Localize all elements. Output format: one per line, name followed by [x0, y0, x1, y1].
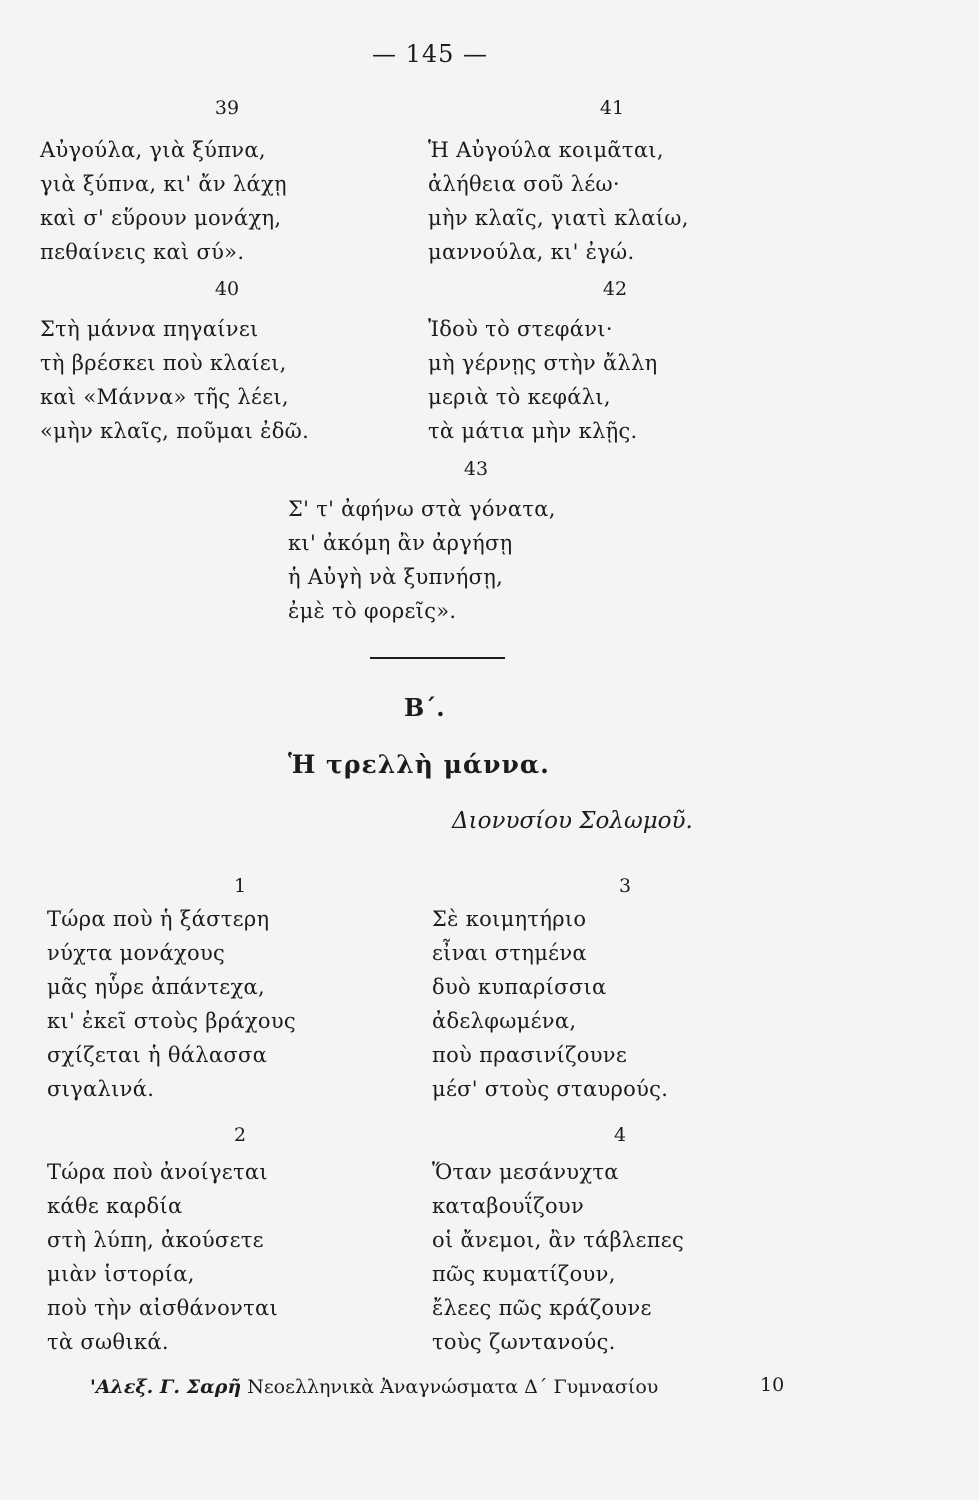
footer-author: 'Αλεξ. Γ. Σαρῆ — [90, 1376, 242, 1398]
verse-line: μεριὰ τὸ κεφάλι, — [428, 385, 611, 409]
verse-line: νύχτα μονάχους — [47, 941, 226, 965]
verse-line: Σὲ κοιμητήριο — [432, 907, 587, 931]
poem-title: Ἡ τρελλὴ μάννα. — [288, 750, 550, 779]
stanza — [432, 1155, 684, 1359]
verse-line: τὰ μάτια μὴν κλῇς. — [428, 419, 638, 443]
page-footer — [90, 1376, 658, 1398]
verse-line: μαννούλα, κι' ἐγώ. — [428, 240, 635, 264]
verse-line: τὰ σωθικά. — [47, 1330, 169, 1354]
stanza-number: 42 — [602, 278, 628, 300]
verse-line: Τώρα ποὺ ἡ ξάστερη — [47, 907, 270, 931]
verse-line: Αὐγούλα, γιὰ ξύπνα, — [40, 138, 266, 162]
poem-author: Διονυσίου Σολωμοῦ. — [452, 808, 693, 834]
page-number: — 145 — — [371, 40, 489, 68]
verse-line: στὴ λύπη, ἀκούσετε — [47, 1228, 264, 1252]
verse-line: ποὺ τὴν αἰσθάνονται — [47, 1296, 279, 1320]
verse-line: ἡ Αὐγὴ νὰ ξυπνήσῃ, — [288, 565, 504, 589]
stanza-number: 43 — [463, 458, 489, 480]
verse-line: οἱ ἄνεμοι, ἂν τάβλεπες — [432, 1228, 685, 1252]
verse-line: ποὺ πρασινίζουνε — [432, 1043, 628, 1067]
stanza-number: 39 — [214, 97, 240, 119]
verse-line: Ἡ Αὐγούλα κοιμᾶται, — [428, 138, 664, 162]
verse-line: τὴ βρέσκει ποὺ κλαίει, — [40, 351, 287, 375]
footer-title: Νεοελληνικὰ Ἀναγνώσματα Δ΄ Γυμνασίου — [247, 1376, 659, 1398]
stanza-number: 1 — [233, 875, 247, 897]
stanza — [428, 133, 689, 269]
verse-line: πεθαίνεις καὶ σύ». — [40, 240, 245, 264]
verse-line: ἀδελφωμένα, — [432, 1009, 577, 1033]
verse-line: μᾶς ηὗρε ἀπάντεχα, — [47, 975, 265, 999]
verse-line: καὶ σ' εὕρουν μονάχη, — [40, 206, 282, 230]
stanza — [47, 902, 296, 1106]
verse-line: μιὰν ἱστορία, — [47, 1262, 195, 1286]
verse-line: κάθε καρδία — [47, 1194, 183, 1218]
stanza — [432, 902, 668, 1106]
verse-line: μὴν κλαῖς, γιατὶ κλαίω, — [428, 206, 689, 230]
verse-line: σιγαλινά. — [47, 1077, 155, 1101]
verse-line: καὶ «Μάννα» τῆς λέει, — [40, 385, 289, 409]
verse-line: Ἰδοὺ τὸ στεφάνι· — [428, 317, 613, 341]
section-mark: Β΄. — [404, 693, 445, 722]
verse-line: πῶς κυματίζουν, — [432, 1262, 616, 1286]
stanza-number: 40 — [214, 278, 240, 300]
verse-line: τοὺς ζωντανούς. — [432, 1330, 616, 1354]
stanza-number: 4 — [613, 1124, 627, 1146]
folio-number: 10 — [760, 1374, 785, 1396]
verse-line: μὴ γέρνῃς στὴν ἄλλη — [428, 351, 658, 375]
verse-line: ἐμὲ τὸ φορεῖς». — [288, 599, 457, 623]
verse-line: εἶναι στημένα — [432, 941, 587, 965]
verse-line: κι' ἐκεῖ στοὺς βράχους — [47, 1009, 296, 1033]
verse-line: ἀλήθεια σοῦ λέω· — [428, 172, 620, 196]
verse-line: Σ' τ' ἀφήνω στὰ γόνατα, — [288, 497, 556, 521]
verse-line: ἔλεες πῶς κράζουνε — [432, 1296, 652, 1320]
stanza — [47, 1155, 278, 1359]
verse-line: Στὴ μάννα πηγαίνει — [40, 317, 259, 341]
section-divider — [370, 657, 505, 659]
verse-line: σχίζεται ἡ θάλασσα — [47, 1043, 268, 1067]
verse-line: Ὅταν μεσάνυχτα — [432, 1160, 619, 1184]
stanza — [40, 312, 309, 448]
stanza — [40, 133, 287, 269]
stanza — [428, 312, 658, 448]
verse-line: μέσ' στοὺς σταυρούς. — [432, 1077, 669, 1101]
stanza-number: 41 — [599, 97, 625, 119]
verse-line: «μὴν κλαῖς, ποῦμαι ἐδῶ. — [40, 419, 310, 443]
stanza-number: 2 — [233, 1124, 247, 1146]
verse-line: καταβουΐζουν — [432, 1194, 585, 1218]
stanza — [288, 492, 556, 628]
stanza-number: 3 — [618, 875, 632, 897]
verse-line: γιὰ ξύπνα, κι' ἄν λάχῃ — [40, 172, 287, 196]
verse-line: κι' ἀκόμη ἂν ἀργήσῃ — [288, 531, 513, 555]
verse-line: Τώρα ποὺ ἀνοίγεται — [47, 1160, 268, 1184]
verse-line: δυὸ κυπαρίσσια — [432, 975, 607, 999]
